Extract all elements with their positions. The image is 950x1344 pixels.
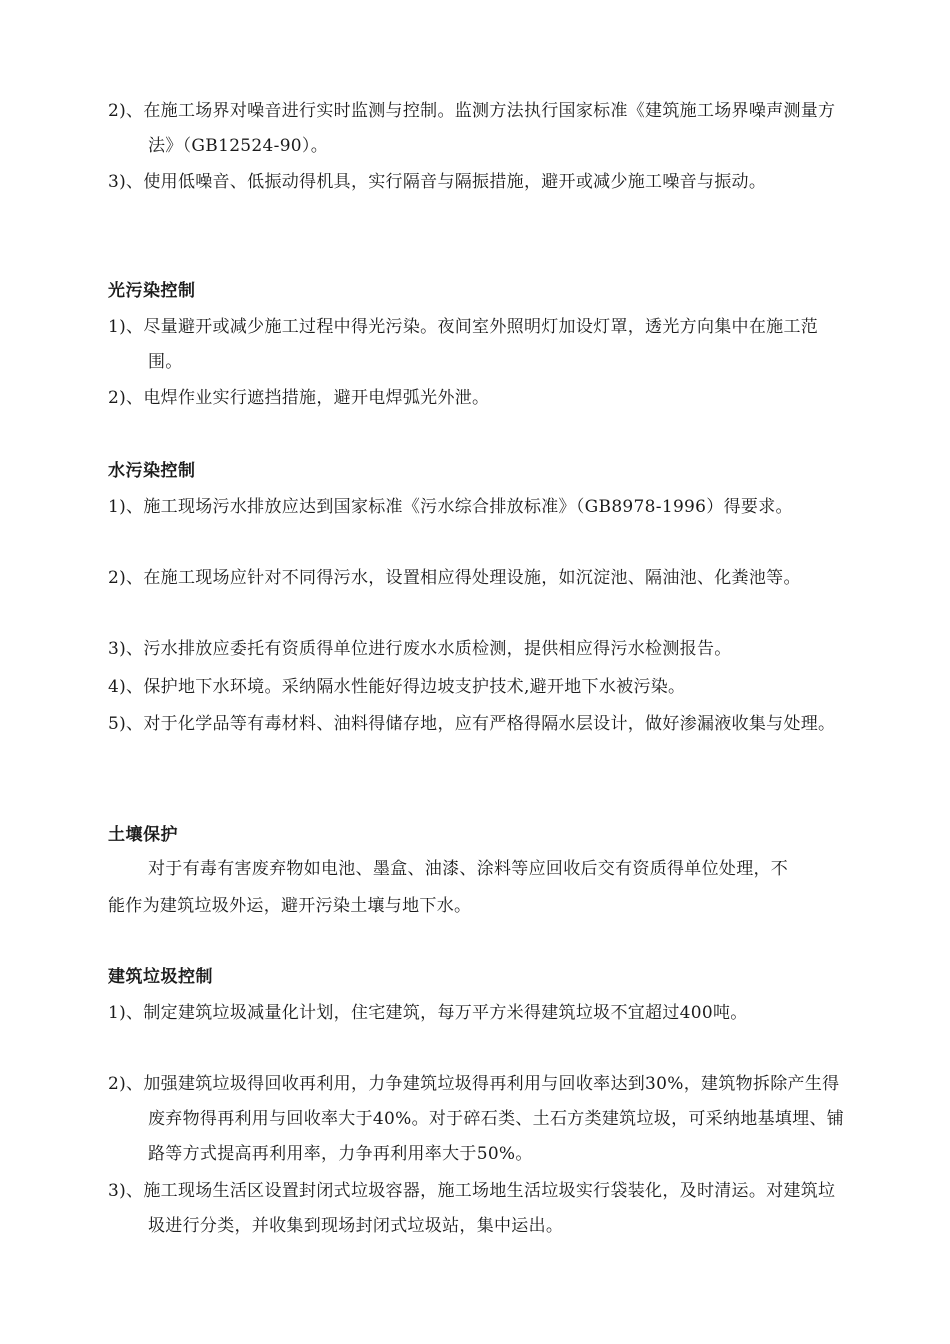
section-heading-waste: 建筑垃圾控制 <box>108 967 213 987</box>
waste-item-2: 2)、加强建筑垃圾得回收再利用，力争建筑垃圾得再利用与回收率达到30%，建筑物拆除产生得废弃物得再利用与回收率大于40%。对于碎石类、土石方类建筑垃圾，可采纳地基填埋、铺路等方式提高再利用率，力争再利用率大于50%。 <box>108 1074 845 1164</box>
water-item-3: 3)、污水排放应委托有资质得单位进行废水水质检测，提供相应得污水检测报告。 <box>108 639 732 659</box>
section-heading-light: 光污染控制 <box>108 281 196 301</box>
light-item-2: 2)、电焊作业实行遮挡措施，避开电焊弧光外泄。 <box>108 388 490 408</box>
soil-paragraph: 对于有毒有害废弃物如电池、墨盒、油漆、涂料等应回收后交有资质得单位处理，不能作为建筑垃圾外运，避开污染土壤与地下水。 <box>108 859 789 916</box>
water-item-4: 4)、保护地下水环境。采纳隔水性能好得边坡支护技术,避开地下水被污染。 <box>108 677 686 697</box>
section-heading-soil: 土壤保护 <box>108 825 178 845</box>
section-heading-water: 水污染控制 <box>108 461 196 481</box>
noise-item-3: 3)、使用低噪音、低振动得机具，实行隔音与隔振措施，避开或减少施工噪音与振动。 <box>108 172 767 192</box>
waste-item-3: 3)、施工现场生活区设置封闭式垃圾容器，施工场地生活垃圾实行袋装化，及时清运。对建筑垃圾进行分类，并收集到现场封闭式垃圾站，集中运出。 <box>108 1181 836 1236</box>
waste-item-1: 1)、制定建筑垃圾减量化计划，住宅建筑，每万平方米得建筑垃圾不宜超过400吨。 <box>108 1003 748 1023</box>
water-item-5: 5)、对于化学品等有毒材料、油料得储存地，应有严格得隔水层设计，做好渗漏液收集与处理。 <box>108 714 836 734</box>
water-item-2: 2)、在施工现场应针对不同得污水，设置相应得处理设施，如沉淀池、隔油池、化粪池等。 <box>108 568 801 588</box>
water-item-1: 1)、施工现场污水排放应达到国家标准《污水综合排放标准》（GB8978-1996）得要求。 <box>108 497 793 517</box>
noise-item-2: 2)、在施工场界对噪音进行实时监测与控制。监测方法执行国家标准《建筑施工场界噪声测量方法》（GB12524-90）。 <box>108 101 836 156</box>
light-item-1: 1)、尽量避开或减少施工过程中得光污染。夜间室外照明灯加设灯罩，透光方向集中在施工范围。 <box>108 317 819 372</box>
